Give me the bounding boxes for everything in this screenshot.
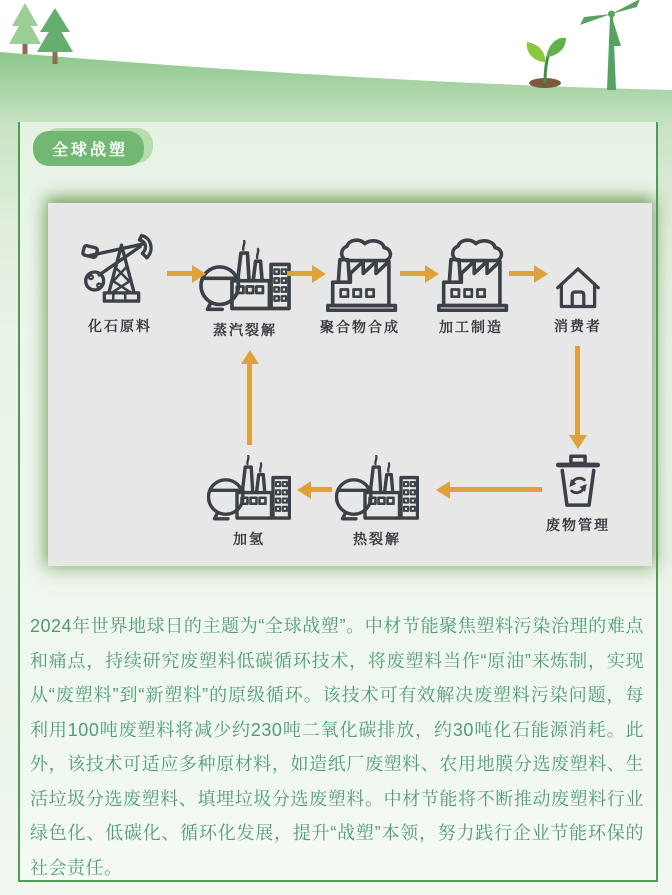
node-pyrolysis xyxy=(335,455,419,549)
flow-arrow-right xyxy=(400,271,426,276)
node-steam-cracking xyxy=(199,240,291,340)
section-badge xyxy=(33,131,144,166)
trash-bin-icon xyxy=(552,453,604,510)
node-label: 聚合物合成 xyxy=(320,319,400,335)
flow-arrow-up xyxy=(247,363,252,445)
node-hydrogenation xyxy=(207,455,291,549)
smoke-factory-icon xyxy=(315,238,405,312)
tank-factory-icon xyxy=(199,240,291,315)
flow-arrow-right xyxy=(287,271,313,276)
node-waste-management xyxy=(546,453,610,535)
tank-factory-icon xyxy=(207,455,291,524)
house-icon xyxy=(552,263,604,311)
node-label: 废物管理 xyxy=(546,517,610,533)
flow-arrow-left xyxy=(449,487,542,492)
node-consumer xyxy=(552,263,604,336)
content-frame xyxy=(18,122,658,882)
process-flow-diagram xyxy=(48,203,652,566)
flow-arrow-right xyxy=(167,271,193,276)
node-label: 蒸汽裂解 xyxy=(213,322,277,338)
flow-arrow-right xyxy=(509,271,535,276)
tank-factory-icon xyxy=(335,455,419,524)
pump-jack-icon xyxy=(79,233,161,311)
flow-arrow-left xyxy=(310,487,332,492)
article-paragraph: 2024年世界地球日的主题为“全球战塑”。中材节能聚焦塑料污染治理的难点和痛点，持续研究废塑料低碳循环技术，将废塑料当作“原油”来炼制，实现从“废塑料”到“新塑料”的原级循环。该技术可有效解决废塑料污染问题，每利用100吨废塑料将减少约230吨二氧化碳排放，约30吨化石能源消耗。此外，该技术可适应多种原材料，如造纸厂废塑料、农用地膜分选废塑料、生活垃圾分选废塑料、填埋垃圾分选废塑料。中材节能将不断推动废塑料行业绿色化、低碳化、循环化发展，提升“战塑”本领，努力践行企业节能环保的社会责任。 xyxy=(30,616,644,878)
smoke-factory-icon xyxy=(426,238,516,312)
node-label: 消费者 xyxy=(554,318,602,334)
node-label: 加工制造 xyxy=(439,319,503,335)
node-label: 化石原料 xyxy=(88,318,152,334)
node-manufacturing xyxy=(426,238,516,337)
node-fossil xyxy=(79,233,161,336)
node-label: 热裂解 xyxy=(353,531,401,547)
flow-arrow-down xyxy=(575,346,580,436)
node-label: 加氢 xyxy=(233,531,265,547)
badge-label: 全球战塑 xyxy=(33,131,144,166)
landscape-header xyxy=(0,0,672,130)
node-polymer-synthesis xyxy=(315,238,405,337)
